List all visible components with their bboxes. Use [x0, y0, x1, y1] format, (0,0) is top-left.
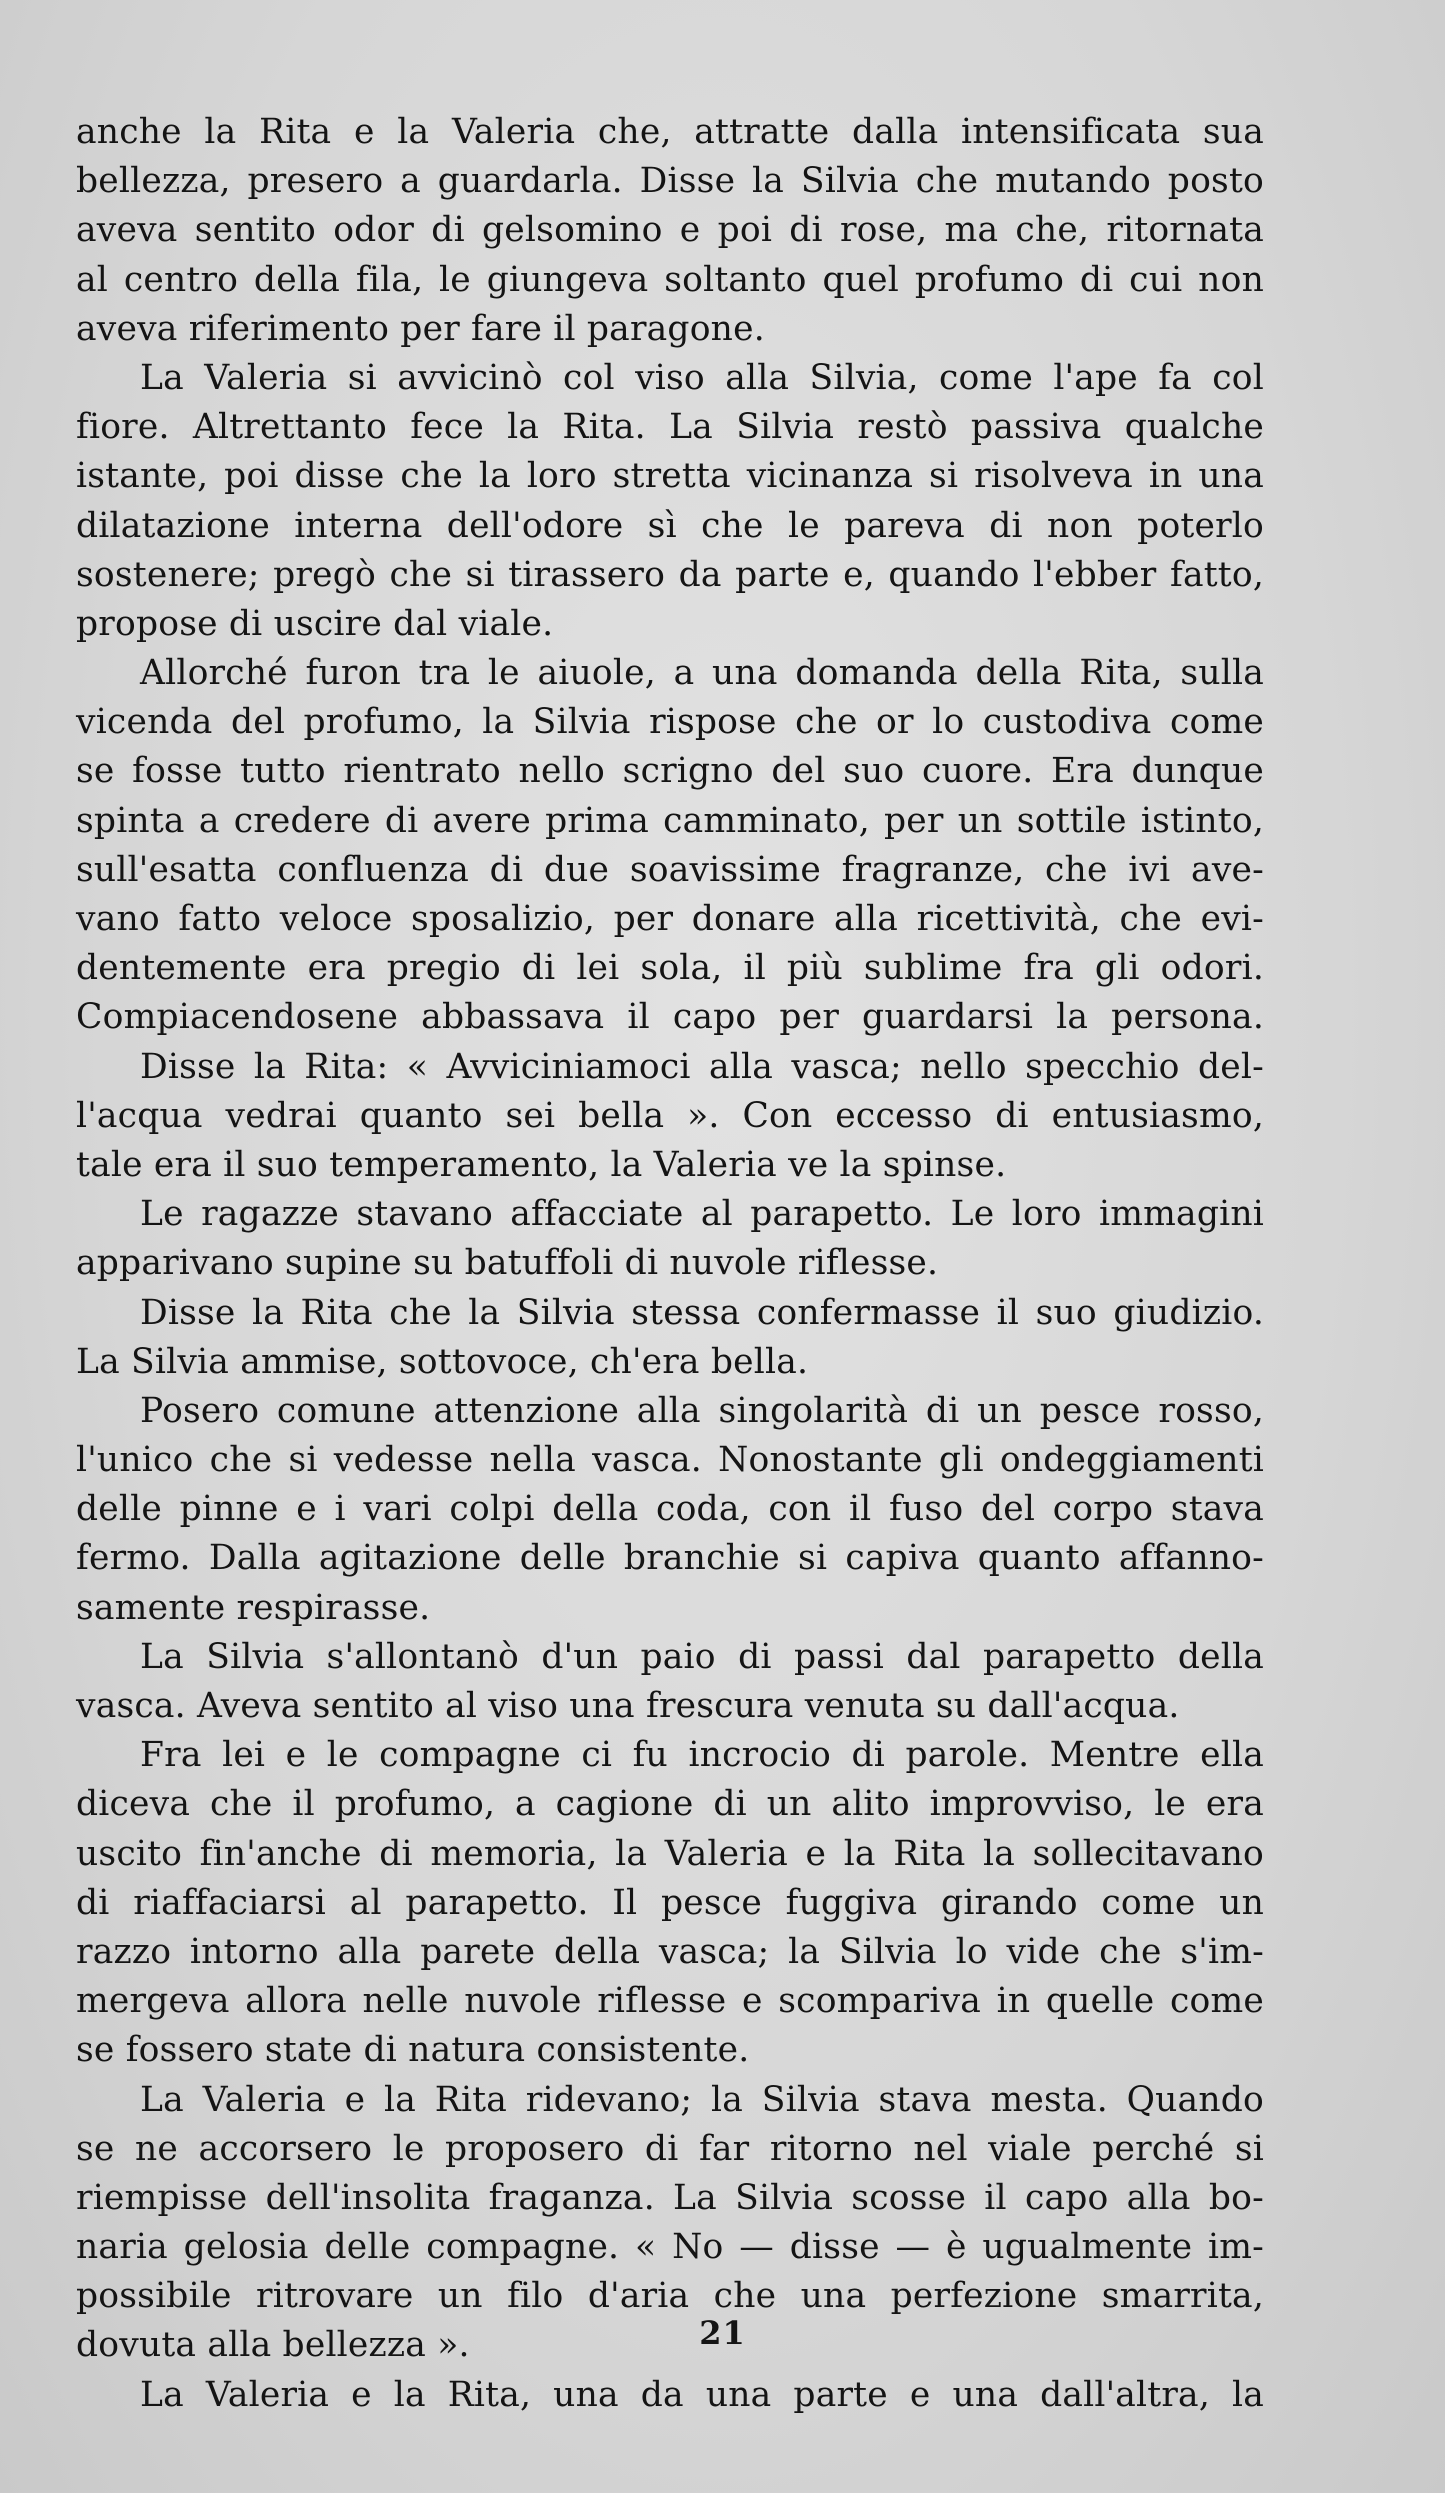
text-body	[76, 108, 1264, 2420]
text-line: Allorché furon tra le aiuole, a una domanda della Rita, sulla	[140, 653, 1264, 694]
text-line: aveva sentito odor di gelsomino e poi di rose, ma che, ritornata	[76, 210, 1264, 251]
text-line: fiore. Altrettanto fece la Rita. La Silvia restò passiva qualche	[76, 407, 1264, 448]
text-line: mergeva allora nelle nuvole riflesse e scompariva in quelle come	[76, 1981, 1264, 2022]
text-line: La Valeria e la Rita ridevano; la Silvia stava mesta. Quando	[140, 2079, 1264, 2120]
text-line: se fossero state di natura consistente.	[76, 2030, 750, 2071]
text-line: delle pinne e i vari colpi della coda, con il fuso del corpo stava	[76, 1489, 1264, 1530]
text-line: Disse la Rita: « Avviciniamoci alla vasca; nello specchio del-	[140, 1046, 1264, 1087]
text-line: naria gelosia delle compagne. « No — disse — è ugualmente im-	[76, 2227, 1264, 2268]
text-line: al centro della fila, le giungeva soltanto quel profumo di cui non	[76, 259, 1264, 300]
text-line: tale era il suo temperamento, la Valeria ve la spinse.	[76, 1144, 1007, 1185]
text-line: l'acqua vedrai quanto sei bella ». Con eccesso di entusiasmo,	[76, 1095, 1264, 1136]
text-line: razzo intorno alla parete della vasca; la Silvia lo vide che s'im-	[76, 1931, 1264, 1972]
text-line: Fra lei e le compagne ci fu incrocio di parole. Mentre ella	[140, 1735, 1264, 1776]
text-line: vicenda del profumo, la Silvia rispose che or lo custodiva come	[76, 702, 1264, 743]
text-line: La Silvia s'allontanò d'un paio di passi dal parapetto della	[140, 1636, 1264, 1677]
text-line: bellezza, presero a guardarla. Disse la Silvia che mutando posto	[76, 161, 1264, 202]
text-line: La Valeria e la Rita, una da una parte e una dall'altra, la	[140, 2374, 1264, 2415]
text-line: dentemente era pregio di lei sola, il più sublime fra gli odori.	[76, 948, 1264, 989]
text-line: propose di uscire dal viale.	[76, 603, 554, 644]
text-line: apparivano supine su batuffoli di nuvole riflesse.	[76, 1243, 939, 1284]
text-line: diceva che il profumo, a cagione di un alito improvviso, le era	[76, 1784, 1264, 1825]
text-line: La Silvia ammise, sottovoce, ch'era bella.	[76, 1341, 809, 1382]
text-line: anche la Rita e la Valeria che, attratte dalla intensificata sua	[76, 112, 1264, 152]
text-line: La Valeria si avvicinò col viso alla Silvia, come l'ape fa col	[140, 357, 1264, 398]
text-line: Le ragazze stavano affacciate al parapetto. Le loro immagini	[140, 1194, 1264, 1235]
text-line: sull'esatta confluenza di due soavissime fragranze, che ivi ave-	[76, 849, 1264, 890]
text-line: fermo. Dalla agitazione delle branchie si capiva quanto affanno-	[76, 1538, 1264, 1579]
text-line: di riaffaciarsi al parapetto. Il pesce fuggiva girando come un	[76, 1882, 1264, 1923]
text-line: Disse la Rita che la Silvia stessa confermasse il suo giudizio.	[140, 1292, 1264, 1333]
text-line: Posero comune attenzione alla singolarità di un pesce rosso,	[140, 1390, 1264, 1431]
text-line: spinta a credere di avere prima camminato, per un sottile istinto,	[76, 800, 1264, 841]
text-line: riempisse dell'insolita fraganza. La Silvia scosse il capo alla bo-	[76, 2177, 1264, 2218]
text-line: uscito fin'anche di memoria, la Valeria e la Rita la sollecitavano	[76, 1833, 1264, 1874]
text-line: possibile ritrovare un filo d'aria che una perfezione smarrita,	[76, 2276, 1264, 2317]
text-line: se fosse tutto rientrato nello scrigno del suo cuore. Era dunque	[76, 751, 1264, 792]
text-line: aveva riferimento per fare il paragone.	[76, 308, 765, 349]
text-line: istante, poi disse che la loro stretta vicinanza si risolveva in una	[76, 456, 1264, 497]
text-line: Compiacendosene abbassava il capo per guardarsi la persona.	[76, 997, 1264, 1038]
text-line: l'unico che si vedesse nella vasca. Nonostante gli ondeggiamenti	[76, 1440, 1264, 1481]
text-line: vano fatto veloce sposalizio, per donare alla ricettività, che evi-	[76, 899, 1264, 939]
page-number: 21	[699, 2314, 746, 2352]
text-line: samente respirasse.	[76, 1587, 431, 1628]
text-line: vasca. Aveva sentito al viso una frescura venuta su dall'acqua.	[76, 1686, 1180, 1726]
text-line: sostenere; pregò che si tirassero da parte e, quando l'ebber fatto,	[76, 554, 1264, 595]
text-line: dovuta alla bellezza ».	[76, 2325, 470, 2366]
text-line: dilatazione interna dell'odore sì che le pareva di non poterlo	[76, 505, 1264, 546]
text-line: se ne accorsero le proposero di far ritorno nel viale perché si	[76, 2128, 1264, 2169]
